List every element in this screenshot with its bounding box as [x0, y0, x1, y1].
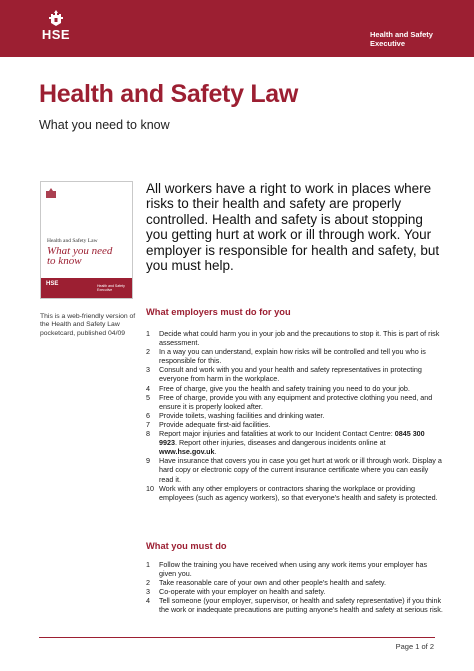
contact-phone: 0845 300 9923 — [159, 429, 425, 448]
list-item — [146, 411, 444, 420]
list-item — [146, 596, 444, 614]
list-item — [146, 587, 444, 596]
list-item — [146, 384, 444, 393]
list-item — [146, 456, 444, 483]
cover-subtitle-line2: to know — [47, 255, 82, 267]
employers-heading: What employers must do for you — [146, 307, 291, 317]
item-text: Report major injuries and fatalities at work to our Incident Contact Centre: — [159, 429, 395, 439]
organization-name — [370, 30, 466, 48]
list-item — [146, 484, 444, 502]
cover-subtitle — [41, 246, 132, 266]
item-text: Take reasonable care of your own and other people's health and safety. — [159, 578, 386, 588]
item-text: Provide adequate first-aid facilities. — [159, 419, 271, 429]
list-item — [146, 393, 444, 411]
list-item — [146, 347, 444, 365]
you-list — [146, 560, 444, 615]
item-text: Have insurance that covers you in case you get hurt at work or ill through work. Display a hard copy or electronic copy of the current insurance certificate where you can easily read it. — [159, 456, 442, 484]
footer-divider — [39, 637, 435, 638]
item-text: Provide toilets, washing facilities and drinking water. — [159, 410, 325, 420]
pocketcard-cover-image — [40, 181, 133, 299]
page-number: Page 1 of 2 — [395, 642, 434, 651]
cover-org-line2: Executive — [97, 288, 113, 292]
list-item — [146, 560, 444, 578]
side-note: This is a web-friendly version of the Health and Safety Law pocketcard, published 04/09 — [40, 313, 136, 337]
list-item — [146, 429, 444, 456]
item-number: 9 — [146, 456, 150, 466]
list-item — [146, 329, 444, 347]
item-number: 7 — [146, 419, 150, 429]
item-number: 6 — [146, 410, 150, 420]
you-heading: What you must do — [146, 541, 227, 551]
item-text: Co-operate with your employer on health and safety. — [159, 587, 326, 597]
item-number: 3 — [146, 365, 150, 375]
item-number: 4 — [146, 383, 150, 393]
item-number: 8 — [146, 429, 150, 439]
org-name-line2: Executive — [370, 39, 406, 48]
item-number: 5 — [146, 392, 150, 402]
crest-icon — [46, 188, 56, 198]
header-banner — [0, 0, 474, 57]
cover-footer-bar — [41, 278, 132, 298]
list-item — [146, 420, 444, 429]
item-text: Follow the training you have received when using any work items your employer has given you. — [159, 560, 428, 579]
cover-org-line1: Health and Safety — [97, 284, 125, 288]
item-text: . — [214, 447, 217, 457]
item-number: 1 — [146, 329, 150, 338]
item-number: 3 — [146, 587, 150, 597]
item-text: Consult and work with you and your health and safety representatives in protecting everyone from harm in the workplace. — [159, 365, 422, 384]
page-title: Health and Safety Law — [39, 80, 299, 108]
item-number: 1 — [146, 560, 150, 569]
employers-list — [146, 329, 444, 502]
hse-logo — [39, 10, 73, 42]
cover-logo: HSE — [46, 281, 59, 287]
page-subtitle: What you need to know — [39, 118, 170, 132]
cover-subtitle-line1: What you need — [47, 245, 113, 257]
crown-crest-icon — [49, 10, 63, 26]
item-text: Tell someone (your employer, supervisor, or health and safety representative) if you think the work or inadequate precautions are putting anyone's health and safety at serious risk. — [159, 596, 443, 615]
cover-title: Health and Safety Law — [47, 238, 98, 244]
website-link[interactable]: www.hse.gov.uk — [159, 447, 215, 457]
org-name-line1: Health and Safety — [370, 30, 433, 39]
item-text: Free of charge, give you the health and safety training you need to do your job. — [159, 383, 410, 393]
logo-text: HSE — [41, 27, 71, 42]
cover-org — [97, 284, 129, 292]
item-number: 10 — [146, 483, 154, 493]
item-number: 4 — [146, 596, 150, 606]
item-text: In a way you can understand, explain how risks will be controlled and tell you who is responsible for this. — [159, 347, 426, 366]
intro-paragraph: All workers have a right to work in places where risks to their health and safety are properly controlled. Health and safety is about stopping you getting hurt at work or ill through work. Your employer is responsible for health and safety, but you must help. — [146, 181, 440, 274]
item-text: Free of charge, provide you with any equipment and protective clothing you need, and ensure it is properly looked after. — [159, 392, 433, 411]
list-item — [146, 578, 444, 587]
cover-top — [41, 182, 132, 238]
item-number: 2 — [146, 347, 150, 357]
item-text: Work with any other employers or contractors sharing the workplace or providing employees (such as agency workers), so that everyone's health and safety is protected. — [159, 483, 438, 502]
item-text: . Report other injuries, diseases and dangerous incidents online at — [175, 438, 386, 448]
item-number: 2 — [146, 578, 150, 588]
list-item — [146, 365, 444, 383]
item-text: Decide what could harm you in your job and the precautions to stop it. This is part of risk assessment. — [159, 329, 440, 348]
